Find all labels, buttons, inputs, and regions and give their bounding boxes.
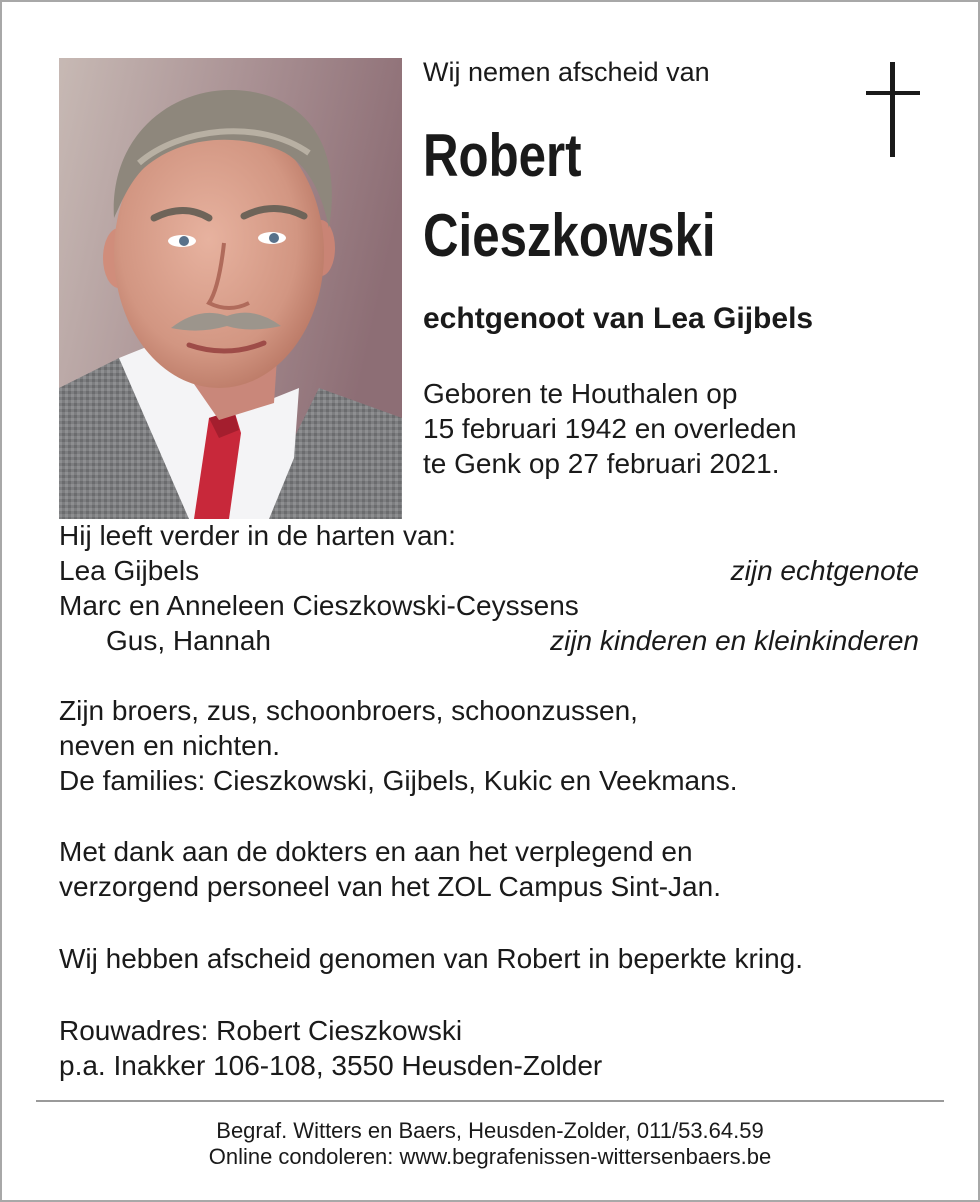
family-member: Lea Gijbels xyxy=(59,555,200,586)
first-name: Robert xyxy=(423,122,582,189)
relatives-section xyxy=(59,693,919,798)
born-line: te Genk op 27 februari 2021. xyxy=(423,448,780,479)
deceased-name xyxy=(423,116,716,276)
address-line: Rouwadres: Robert Cieszkowski xyxy=(59,1015,463,1046)
family-member: Marc en Anneleen Cieszkowski-Ceyssens xyxy=(59,590,579,621)
farewell-section xyxy=(59,941,919,976)
family-row xyxy=(59,623,919,658)
family-relation: zijn echtgenote xyxy=(730,555,919,586)
footer xyxy=(0,1118,980,1170)
intro-text: Wij nemen afscheid van xyxy=(423,57,710,87)
relatives-line: De families: Cieszkowski, Gijbels, Kukic en Veekmans. xyxy=(59,765,738,796)
cross-icon xyxy=(860,60,926,160)
thanks-section xyxy=(59,834,919,904)
thanks-line: verzorgend personeel van het ZOL Campus Sint-Jan. xyxy=(59,871,721,902)
family-member: Gus, Hannah xyxy=(106,625,271,656)
family-row xyxy=(59,588,919,623)
family-relation: zijn kinderen en kleinkinderen xyxy=(550,625,919,656)
address-section xyxy=(59,1013,919,1083)
condolence-link[interactable]: Online condoleren: www.begrafenissen-wittersenbaers.be xyxy=(208,1144,772,1169)
family-heading: Hij leeft verder in de harten van: xyxy=(59,520,456,551)
relatives-line: neven en nichten. xyxy=(59,730,281,761)
birth-death-info xyxy=(423,376,797,481)
portrait-photo xyxy=(59,58,402,519)
relatives-line: Zijn broers, zus, schoonbroers, schoonzussen, xyxy=(59,695,638,726)
born-line: Geboren te Houthalen op xyxy=(423,378,738,409)
last-name: Cieszkowski xyxy=(423,202,716,269)
address-line: p.a. Inakker 106-108, 3550 Heusden-Zolder xyxy=(59,1050,603,1081)
thanks-line: Met dank aan de dokters en aan het verplegend en xyxy=(59,836,693,867)
farewell-line: Wij hebben afscheid genomen van Robert in beperkte kring. xyxy=(59,943,803,974)
family-section xyxy=(59,518,919,658)
footer-divider xyxy=(36,1100,944,1102)
family-row xyxy=(59,553,919,588)
spouse-line: echtgenoot van Lea Gijbels xyxy=(423,302,814,335)
born-line: 15 februari 1942 en overleden xyxy=(423,413,797,444)
funeral-home-line: Begraf. Witters en Baers, Heusden-Zolder, 011/53.64.59 xyxy=(216,1118,764,1143)
